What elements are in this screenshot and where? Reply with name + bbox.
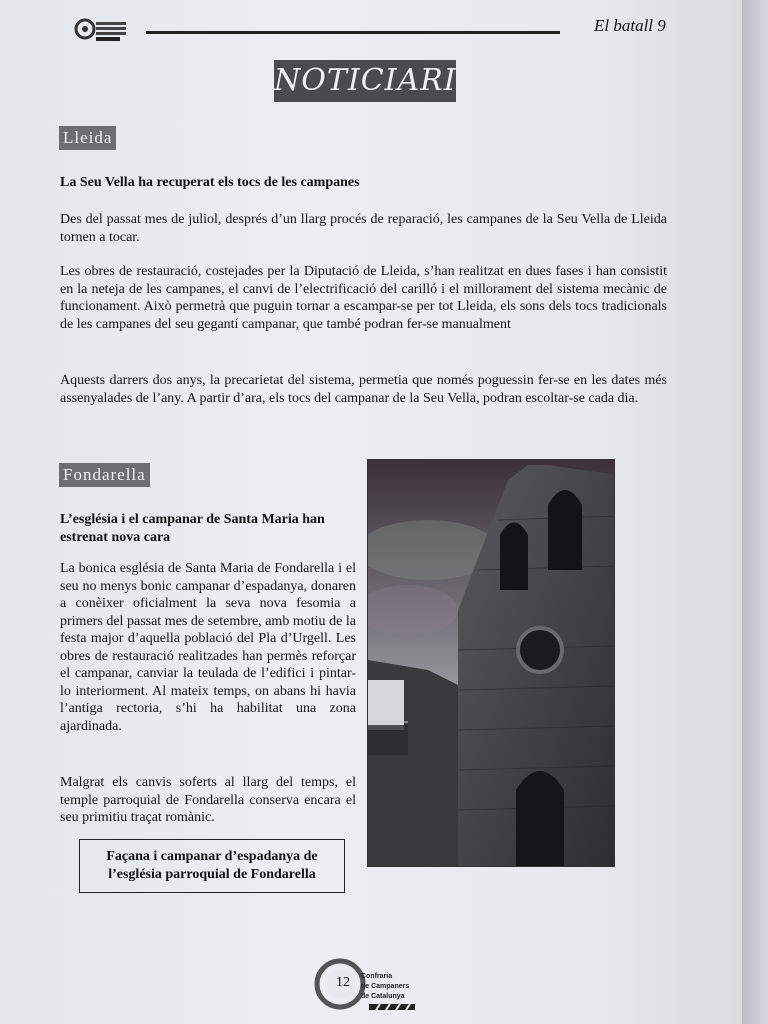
article-headline-lleida: La Seu Vella ha recuperat els tocs de les campanes [60,175,360,190]
article-paragraph: Aquests darrers dos anys, la precarietat del sistema, permetia que només poguessin fer-se en les dates més assenyalades de l’any. A partir d’ara, els tocs del campanar de la Seu Vella, podran escoltar-se cada dia. [60,373,667,406]
section-banner: NOTICIARI [274,60,456,102]
svg-text:de Campaners: de Campaners [361,983,410,990]
confraria-campaners-logo-icon [314,958,424,1014]
section-label-fondarella: Fondarella [59,463,150,487]
svg-text:de Catalunya: de Catalunya [361,993,405,1000]
article-headline-fondarella: L’església i el campanar de Santa Maria han estrenat nova cara [60,512,325,545]
header-rule [146,31,560,34]
photo-caption-box: Façana i campanar d’espadanya de l’església parroquial de Fondarella [79,839,345,893]
publication-title: El batall 9 [594,16,666,35]
page-edge-shadow [742,0,768,1024]
church-photo [367,459,615,867]
article-paragraph: La bonica església de Santa Maria de Fondarella i el seu no menys bonic campanar d’espadanya, donaren a conèixer oficialment la seva nova fesomia a primers del passat mes de setembre, amb motiu de la festa major d’aquella població del Pla d’Urgell. Les obres de restauració realitzades han permès reforçar el campanar, canviar la teulada de l’edifici i pintar-lo interiorment. Al mateix temps, on abans hi havia l’antiga rectoria, s’hi ha habilitat una zona ajardinada. [60,561,356,734]
church-bell-gable-image [368,460,615,867]
svg-text:Confraria: Confraria [361,973,393,980]
article-paragraph: Malgrat els canvis soferts al llarg del temps, el temple parroquial de Fondarella conserva encara el seu primitiu traçat romànic. [60,775,356,825]
article-paragraph: Les obres de restauració, costejades per la Diputació de Lleida, s’han realitzat en dues fases i han consistit en la neteja de les campanes, el canvi de l’electrificació del carilló i el millorament del sistema mecànic de funcionament. Això permetrà que puguin tornar a escampar-se per tot Lleida, els sons dels tocs tradicionals de les campanes del seu gegantí campanar, que també podran fer-se manualment [60,264,667,332]
section-label-lleida: Lleida [59,126,116,150]
confraria-logo-small-icon [74,14,130,44]
page-number: 12 [336,975,350,990]
article-paragraph: Des del passat mes de juliol, després d’un llarg procés de reparació, les campanes de la Seu Vella de Lleida tornen a tocar. [60,212,667,245]
